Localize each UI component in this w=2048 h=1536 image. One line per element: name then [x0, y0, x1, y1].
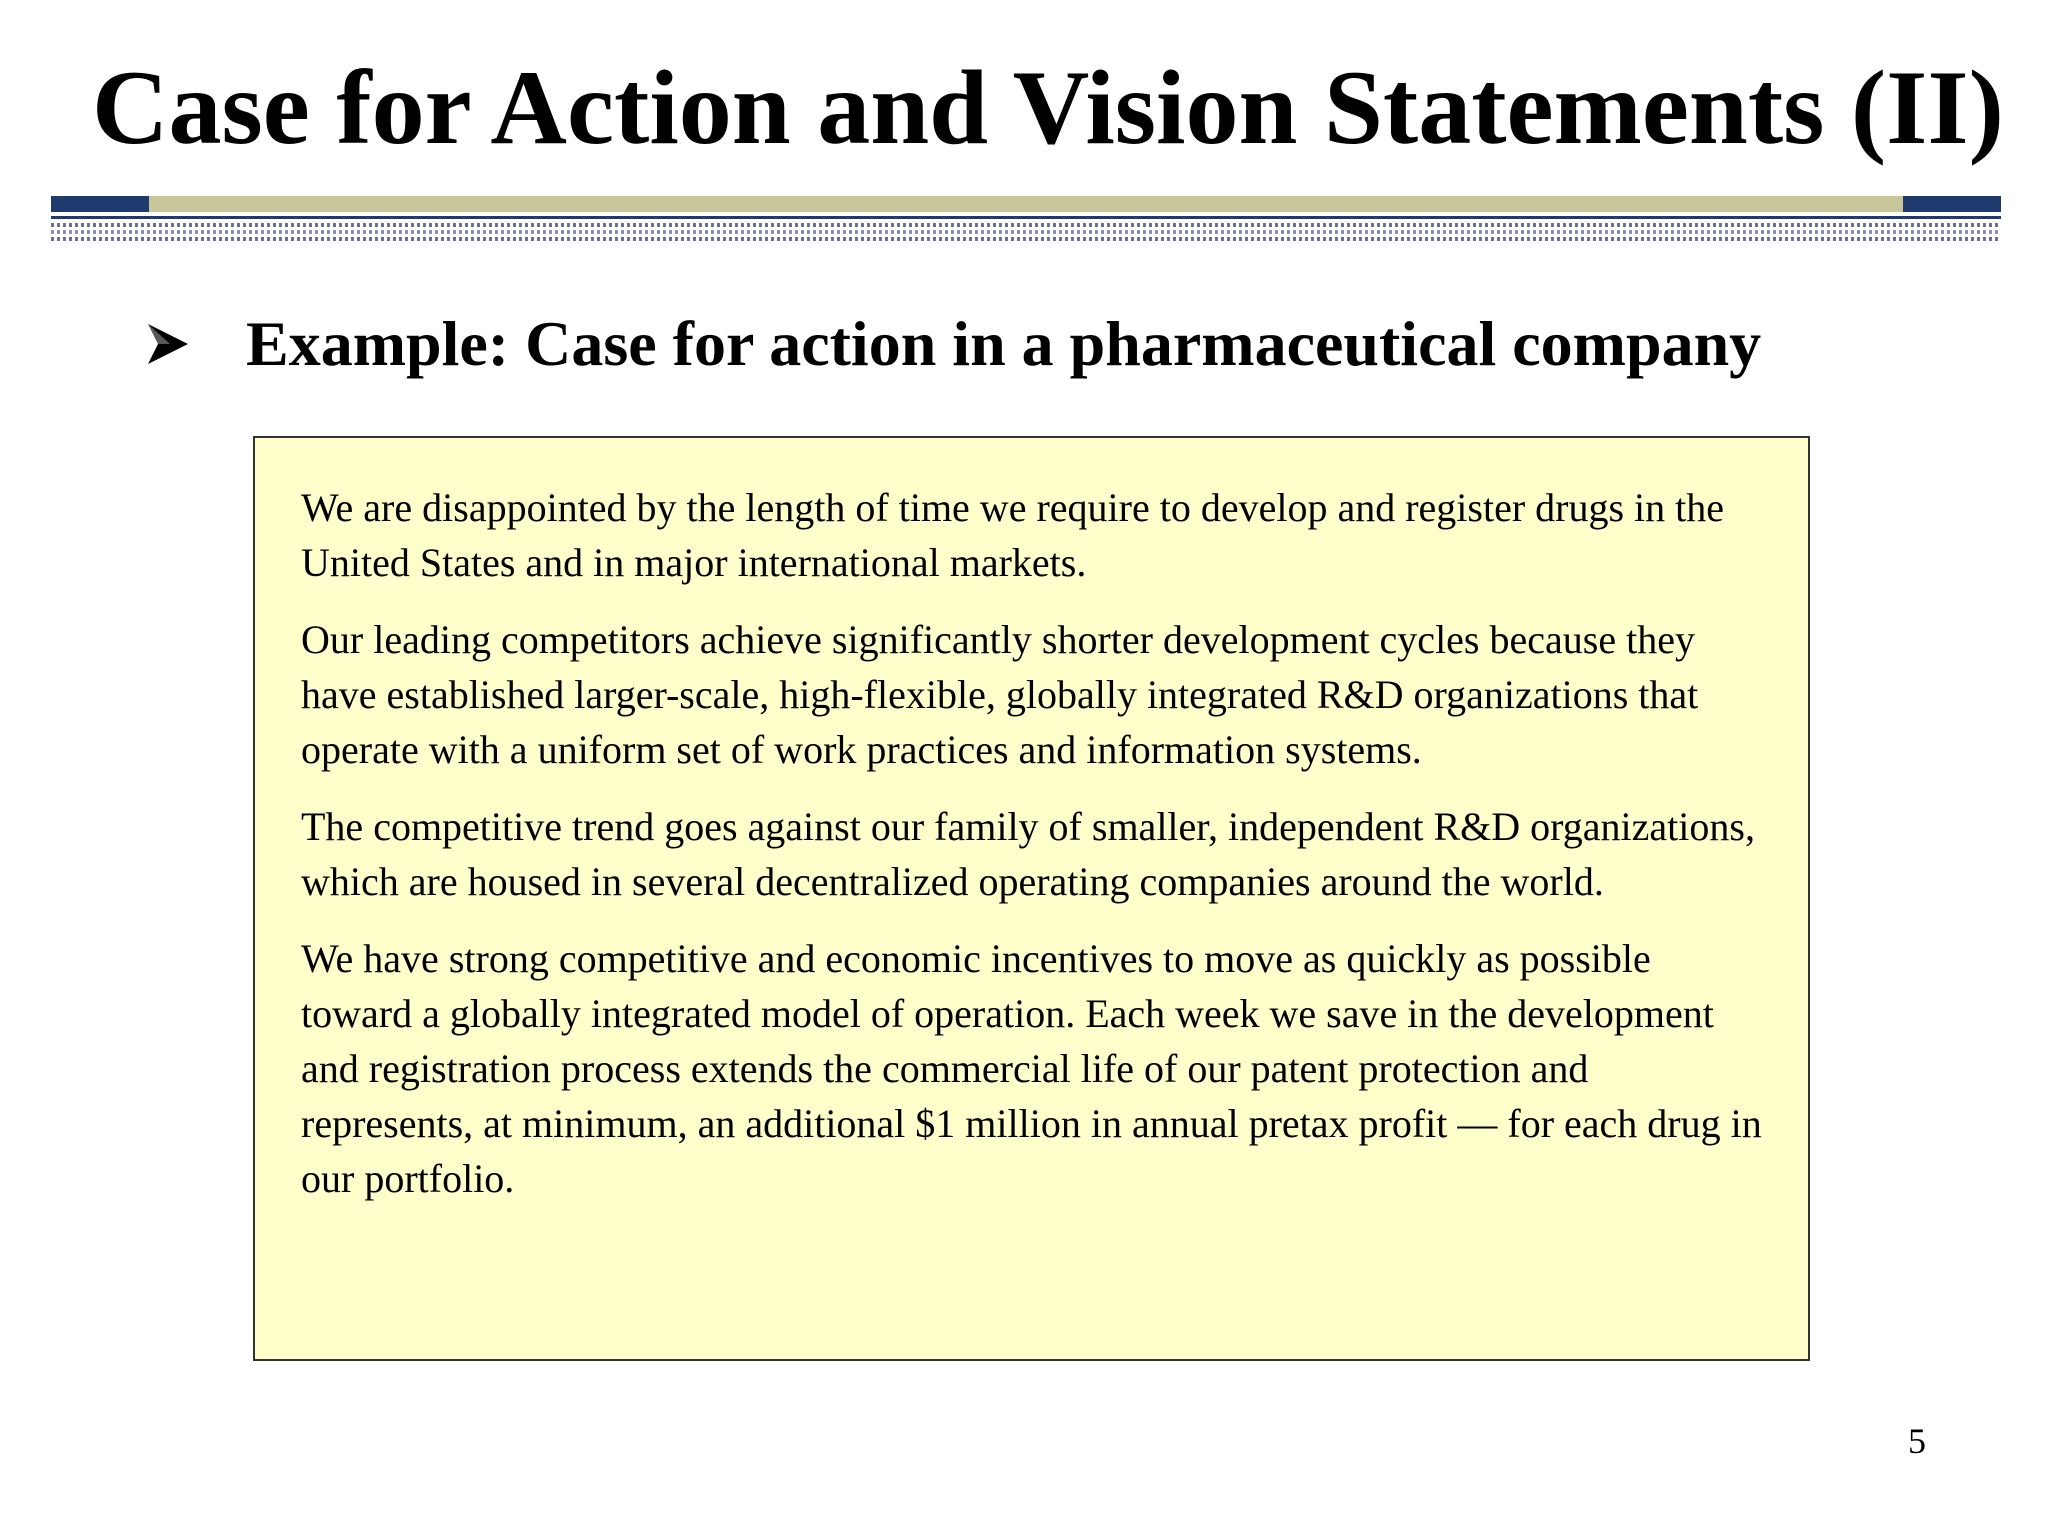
divider-dash-row — [51, 237, 2001, 241]
divider-thin-line — [51, 216, 2001, 219]
case-paragraph: Our leading competitors achieve significantly shorter development cycles because they have established larger-scale, high-flexible, globally integrated R&D organizations that operate with a uniform set of work practices and information systems. — [301, 617, 1699, 772]
case-for-action-box — [253, 436, 1810, 1361]
bullet-text: Example: Case for action in a pharmaceutical company — [246, 308, 1762, 379]
case-paragraph: We have strong competitive and economic incentives to move as quickly as possible toward a globally integrated model of operation. Each week we save in the development and registration process extends the commercial life of our patent protection and represents, at minimum, an additional $1 million in annual pretax profit — for each drug in our portfolio. — [301, 936, 1762, 1201]
case-paragraph: The competitive trend goes against our family of smaller, independent R&D organizations, which are housed in several decentralized operating companies around the world. — [301, 804, 1755, 904]
title-divider — [51, 196, 2001, 246]
divider-left-cap — [51, 196, 149, 212]
divider-dash-row — [51, 230, 2001, 234]
page-number: 5 — [1908, 1421, 1926, 1461]
divider-right-cap — [1903, 196, 2001, 212]
bullet-item — [146, 304, 1761, 384]
slide-title: Case for Action and Vision Statements (II) — [92, 49, 2004, 166]
divider-dash-row — [51, 223, 2001, 227]
case-paragraph: We are disappointed by the length of time we require to develop and register drugs in the United States and in major international markets. — [301, 485, 1725, 585]
arrowhead-bullet-icon — [146, 322, 190, 366]
divider-gold-bar — [51, 196, 2001, 212]
